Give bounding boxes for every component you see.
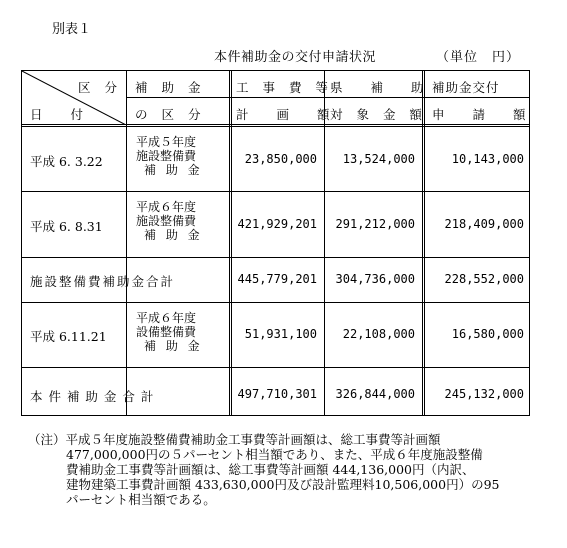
header-category: 区 分 [78,80,122,95]
row-planned-amount: 23,850,000 [244,152,317,166]
row-subsidy-type: 平成６年度 施設整備費 補 助 金 [136,200,203,242]
footnote-line: （注）平成５年度施設整備費補助金工事費等計画額は、総工事費等計画額 [28,432,441,447]
subsidy-table [21,70,538,416]
row-application-amount: 218,409,000 [444,217,524,231]
row-subsidy-type: 平成６年度 設備整備費 補 助 金 [136,311,203,353]
col-divider-double [229,71,232,415]
subtotal-label: 施設整備費補助金合計 [30,274,176,289]
header-subsidy-type: の 区 分 [135,107,206,122]
footnote-line: 費補助金工事費等計画額は、総工事費等計画額 444,136,000円（内訳、 [66,462,475,477]
unit-label: （単位 円） [436,50,521,65]
row-application-amount: 16,580,000 [451,327,524,341]
row-eligible-amount: 291,212,000 [335,217,415,231]
header-subsidy: 補 助 金 [135,80,206,95]
subtotal-planned-amount: 445,779,201 [237,272,317,286]
row-line [22,367,529,368]
row-date: 平成 6. 8.31 [30,219,103,234]
row-planned-amount: 51,931,100 [244,327,317,341]
subtotal-application-amount: 228,552,000 [444,272,524,286]
row-planned-amount: 421,929,201 [237,217,317,231]
total-eligible-amount: 326,844,000 [335,387,415,401]
header-application-amount: 申 請 額 [432,107,538,122]
header-eligible-amount: 対 象 金 額 [330,107,427,122]
subtotal-eligible-amount: 304,736,000 [335,272,415,286]
col-divider [126,71,127,415]
footnote [28,432,548,507]
footnote-line: パーセント相当額である。 [66,492,216,507]
row-line [22,257,529,258]
total-application-amount: 245,132,000 [444,387,524,401]
row-date: 平成 6. 3.22 [30,154,103,169]
header-mid-line [126,97,529,98]
document-label: 別表１ [52,22,92,37]
header-grant-application: 補助金交付 [432,80,500,95]
footnote-line: 477,000,000円の５パーセント相当額であり、また、平成６年度施設整備 [66,447,483,462]
header-planned-amount: 計 画 額 [236,107,342,122]
footnote-line: 建物建築工事費計画額 433,630,000円及び設計監理料10,506,000円）の95 [66,477,500,492]
row-subsidy-type: 平成５年度 施設整備費 補 助 金 [136,135,203,177]
header-prefecture-subsidy: 県 補 助 [330,80,436,95]
header-date: 日 付 [30,107,95,122]
row-eligible-amount: 13,524,000 [342,152,415,166]
total-planned-amount: 497,710,301 [237,387,317,401]
row-application-amount: 10,143,000 [451,152,524,166]
row-eligible-amount: 22,108,000 [342,327,415,341]
document-title: 本件補助金の交付申請状況 [214,50,377,65]
row-line [22,302,529,303]
row-line [22,191,529,192]
header-construction-cost: 工 事 費 等 [236,80,333,95]
row-date: 平成 6.11.21 [30,329,107,344]
total-label: 本 件 補 助 金 合 計 [30,389,155,404]
